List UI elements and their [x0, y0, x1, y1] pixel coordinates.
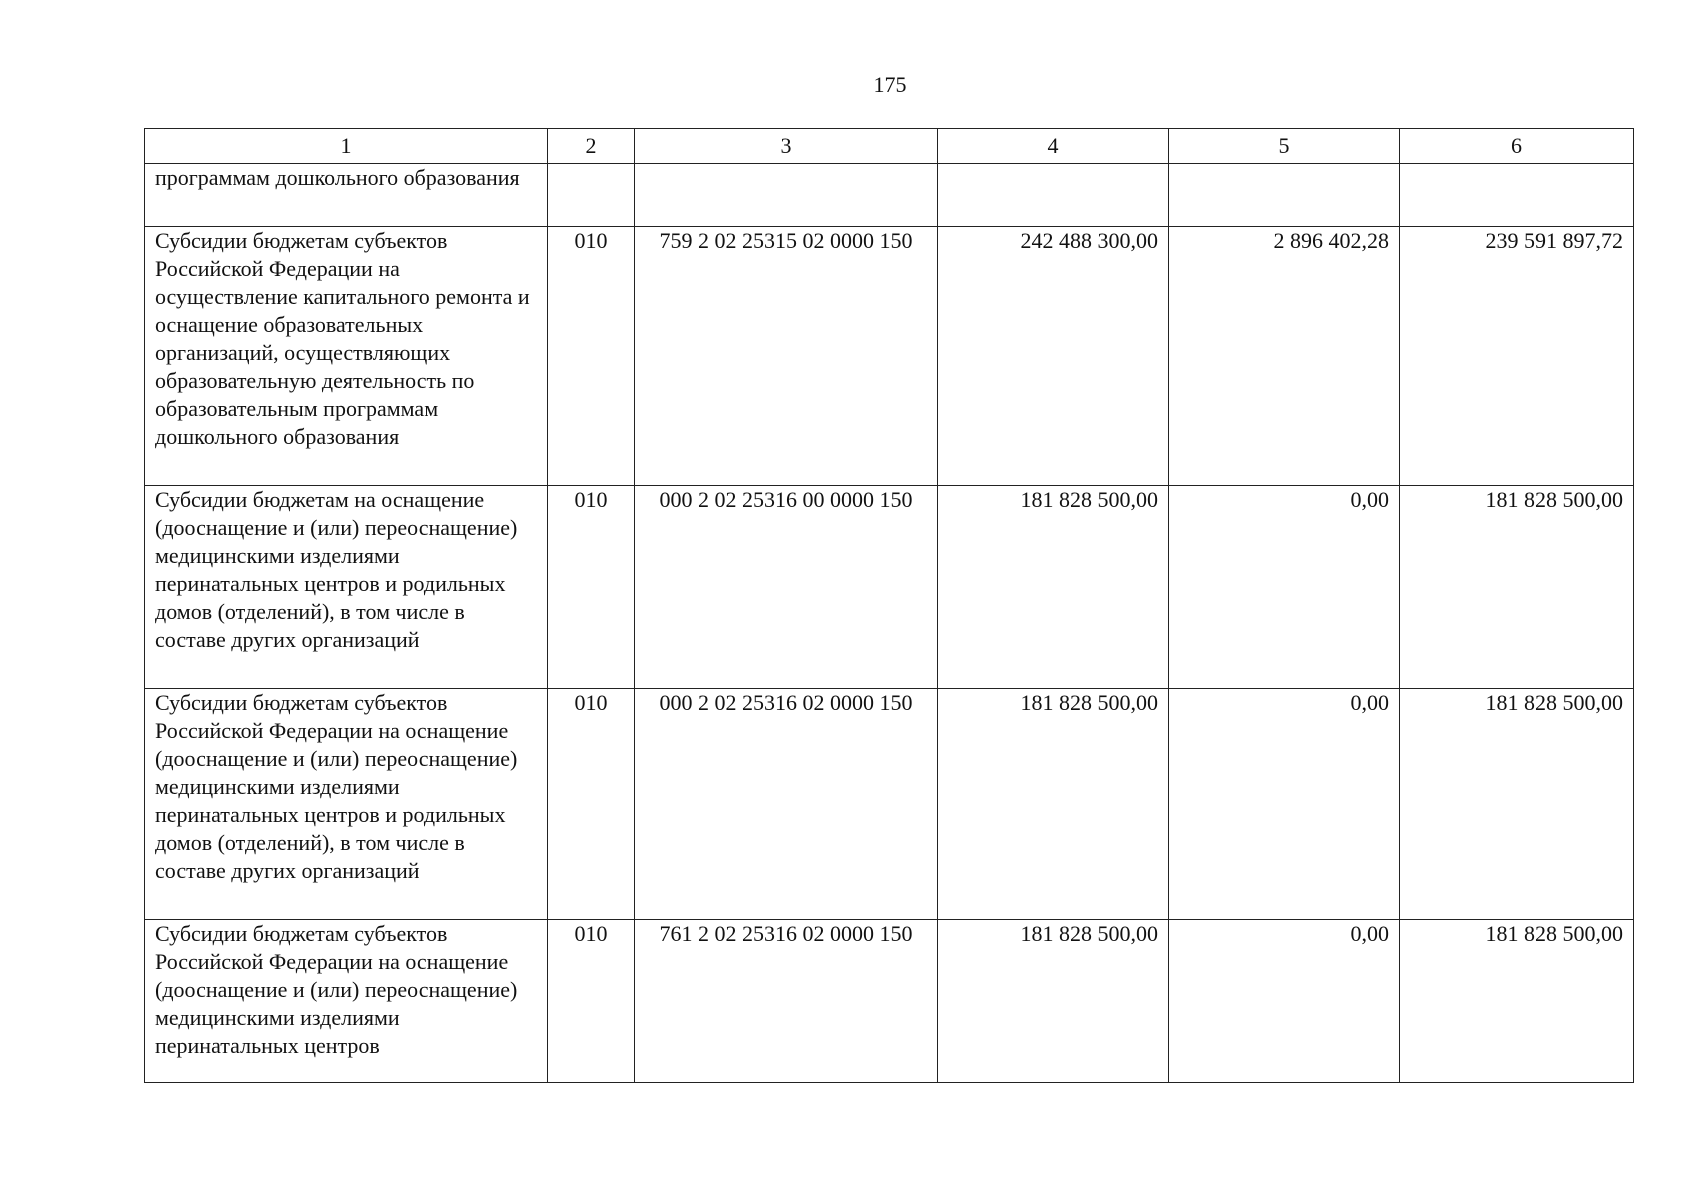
row-remaining: 181 828 500,00 [1400, 486, 1634, 689]
row-approved: 181 828 500,00 [938, 689, 1169, 920]
row-name: Субсидии бюджетам субъектов Российской Федерации на осуществление капитального ремонта и оснащение образовательных организаций, осуществляющих образовательную деятельность по образовательным программам дошкольного образования [145, 227, 548, 486]
table-row [145, 486, 1634, 689]
row-executed: 0,00 [1169, 689, 1400, 920]
row-line-code: 010 [548, 486, 635, 689]
row-remaining [1400, 164, 1634, 227]
row-approved: 181 828 500,00 [938, 920, 1169, 1083]
row-budget-code: 000 2 02 25316 00 0000 150 [635, 486, 938, 689]
table-header-row [145, 129, 1634, 164]
row-remaining: 239 591 897,72 [1400, 227, 1634, 486]
column-header: 5 [1169, 129, 1400, 164]
page-number: 175 [873, 72, 907, 97]
row-line-code: 010 [548, 227, 635, 486]
row-approved [938, 164, 1169, 227]
row-remaining: 181 828 500,00 [1400, 689, 1634, 920]
column-header: 6 [1400, 129, 1634, 164]
table-row [145, 164, 1634, 227]
row-remaining: 181 828 500,00 [1400, 920, 1634, 1083]
budget-table [144, 128, 1634, 1083]
table-row [145, 920, 1634, 1083]
table-row [145, 689, 1634, 920]
row-name: Субсидии бюджетам субъектов Российской Федерации на оснащение (дооснащение и (или) переоснащение) медицинскими изделиями перинатальных центров и родильных домов (отделений), в том числе в составе других организаций [145, 689, 548, 920]
row-budget-code: 000 2 02 25316 02 0000 150 [635, 689, 938, 920]
row-budget-code: 761 2 02 25316 02 0000 150 [635, 920, 938, 1083]
row-executed: 2 896 402,28 [1169, 227, 1400, 486]
row-line-code [548, 164, 635, 227]
column-header: 2 [548, 129, 635, 164]
row-budget-code: 759 2 02 25315 02 0000 150 [635, 227, 938, 486]
row-executed: 0,00 [1169, 920, 1400, 1083]
row-line-code: 010 [548, 689, 635, 920]
row-name: Субсидии бюджетам на оснащение (дооснащение и (или) переоснащение) медицинскими изделиями перинатальных центров и родильных домов (отделений), в том числе в составе других организаций [145, 486, 548, 689]
row-executed: 0,00 [1169, 486, 1400, 689]
row-name: программам дошкольного образования [145, 164, 548, 227]
row-line-code: 010 [548, 920, 635, 1083]
row-budget-code [635, 164, 938, 227]
row-name: Субсидии бюджетам субъектов Российской Федерации на оснащение (дооснащение и (или) переоснащение) медицинскими изделиями перинатальных центров [145, 920, 548, 1083]
row-approved: 242 488 300,00 [938, 227, 1169, 486]
row-approved: 181 828 500,00 [938, 486, 1169, 689]
table-row [145, 227, 1634, 486]
column-header: 4 [938, 129, 1169, 164]
row-executed [1169, 164, 1400, 227]
column-header: 1 [145, 129, 548, 164]
column-header: 3 [635, 129, 938, 164]
